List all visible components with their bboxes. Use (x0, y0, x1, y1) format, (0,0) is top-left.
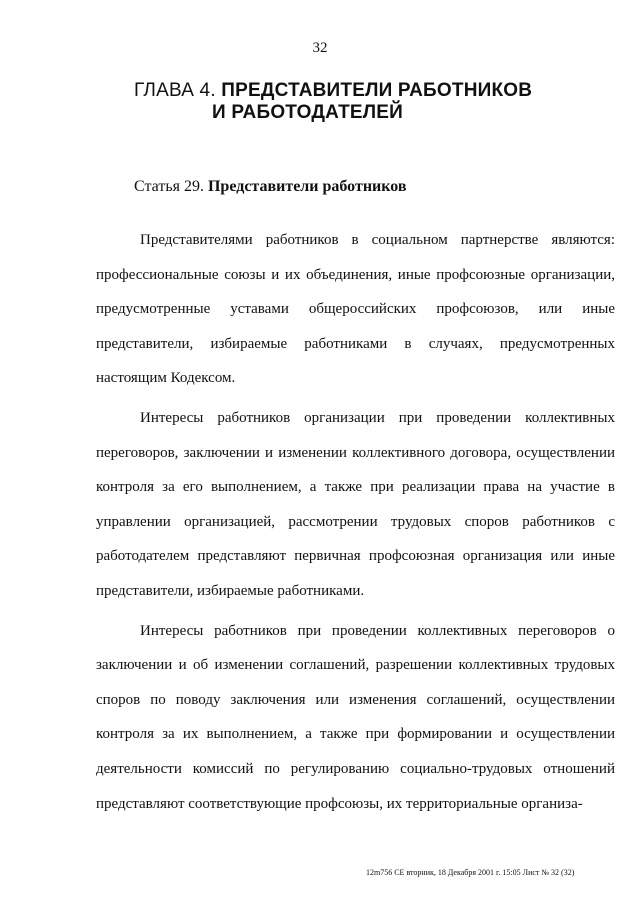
paragraph: Интересы работников организации при проведении коллективных переговоров, заключении и изменении коллективного договора, осуществлении контроля за его выполнением, а также при реализации права на участие в управлении организацией, рассмотрении трудовых споров работников с работодателем представляют первичная профсоюзная организация или иные представители, избираемые работниками. (96, 409, 615, 599)
chapter-title-line2: И РАБОТОДАТЕЛЕЙ (212, 102, 404, 123)
article-title: Представители работников (207, 178, 407, 195)
paragraph: Интересы работников при проведении коллективных переговоров о заключении и об изменении соглашений, разрешении коллективных трудовых споров по поводу заключения или изменения соглашений, осуществлении контроля за их выполнением, а также при формировании и осуществлении деятельности комиссий по регулированию социально-трудовых отношений представляют соответствующие профсоюзы, их территориальные организа- (96, 622, 615, 812)
chapter-title-line1: ПРЕДСТАВИТЕЛИ РАБОТНИКОВ (221, 80, 533, 101)
article-body (96, 223, 615, 826)
chapter-label: ГЛАВА 4. (134, 80, 216, 101)
print-footer: 12m756 СЕ вторник, 18 Декабря 2001 г. 15:05 Лист № 32 (32) (366, 868, 575, 877)
paragraph: Представителями работников в социальном партнерстве являются: профессиональные союзы и их объединения, иные профсоюзные организации, предусмотренные уставами общероссийских профсоюзов, или иные представители, избираемые работниками в случаях, предусмотренных настоящим Кодексом. (96, 232, 615, 387)
article-label: Статья 29. (134, 178, 204, 195)
page-number: 32 (312, 40, 328, 56)
chapter-heading (134, 80, 532, 124)
article-heading (134, 178, 407, 196)
